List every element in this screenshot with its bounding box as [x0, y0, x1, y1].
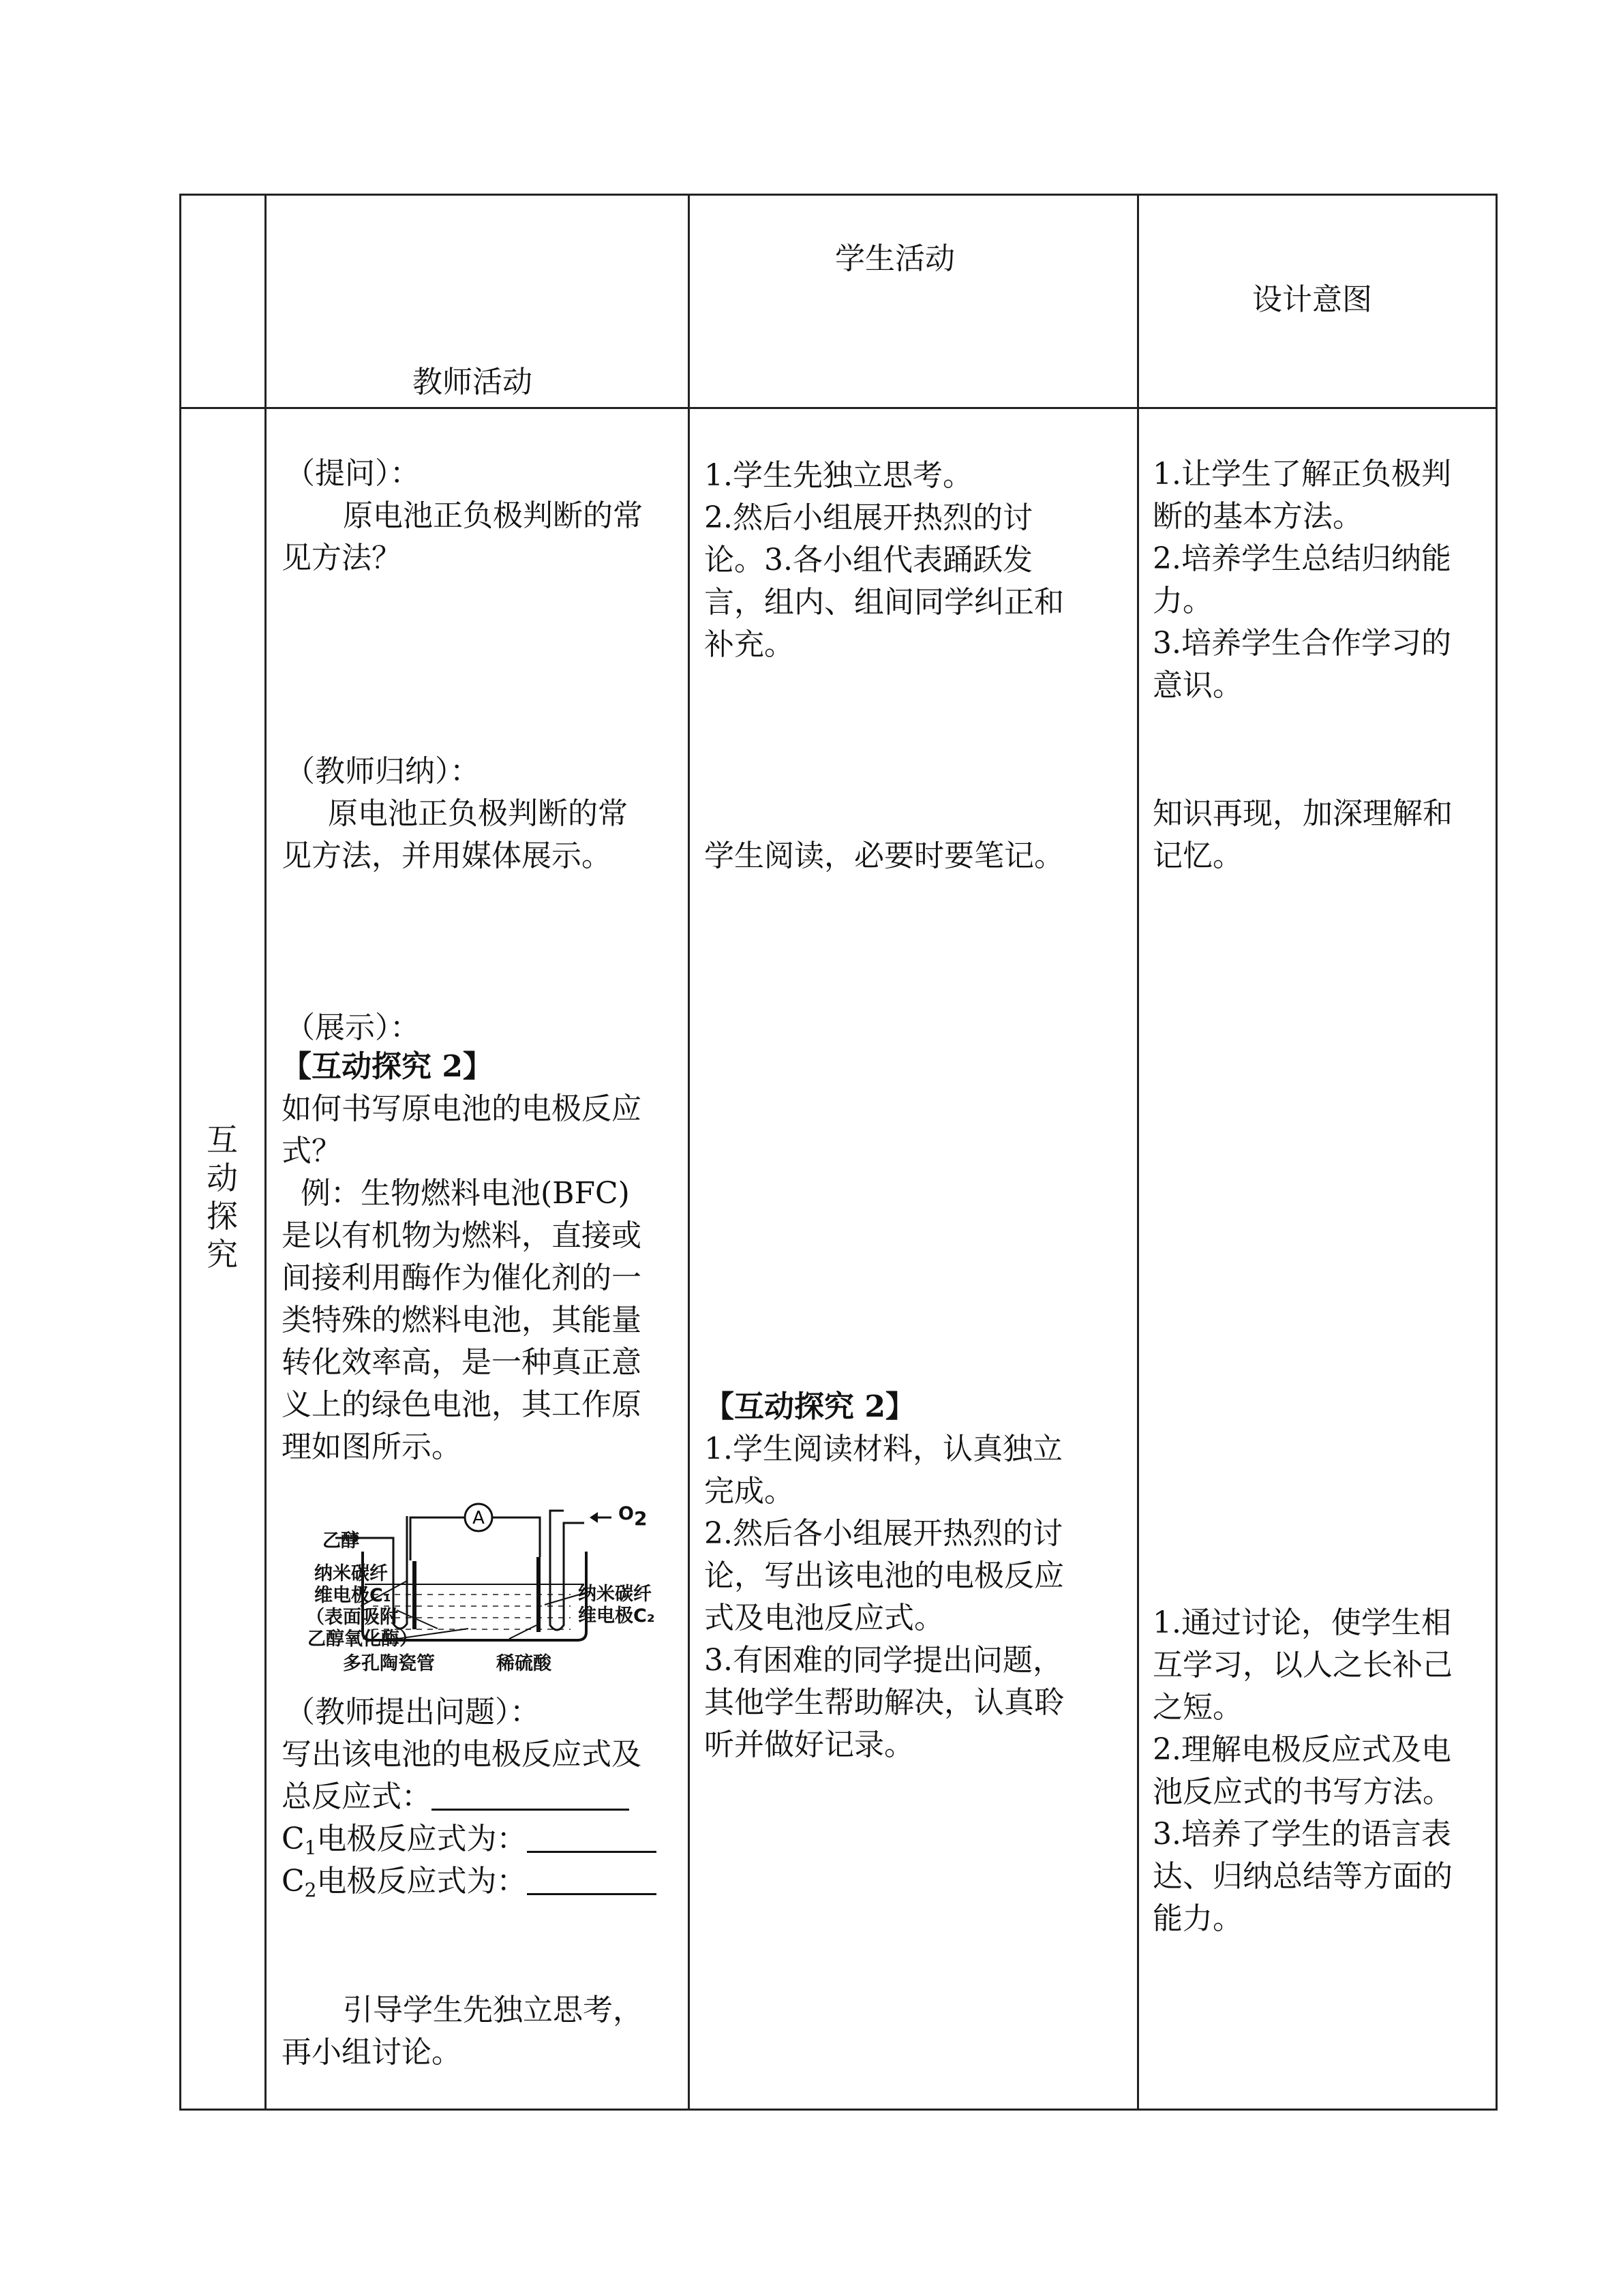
oxygen-symbol: O: [618, 1503, 634, 1524]
c1-label: 电极反应式为：: [316, 1822, 527, 1856]
porous-tube-label: 多孔陶瓷管: [343, 1653, 435, 1674]
right-electrode-label-line: 维电极C₂: [578, 1605, 655, 1627]
c1-reaction-blank: [527, 1824, 656, 1853]
paragraph-line: 如何书写原电池的电极反应: [282, 1091, 641, 1126]
show-tag: （展示）：: [285, 1010, 420, 1045]
design-text-line: 2.理解电极反应式及电: [1153, 1732, 1451, 1767]
dilute-acid-label: 稀硫酸: [496, 1653, 551, 1674]
design-text-line: 断的基本方法。: [1153, 499, 1363, 534]
left-electrode-label-line: 维电极C₁: [314, 1585, 391, 1606]
student-text-line: 2.然后小组展开热烈的讨: [704, 500, 1033, 535]
lesson-table: [179, 194, 1498, 2111]
header-student-activity: 学生活动: [835, 241, 955, 276]
left-electrode-label-line: 纳米碳纤: [314, 1563, 388, 1584]
table-border-top: [179, 194, 1498, 196]
header-row-divider: [179, 407, 1498, 409]
explore-title-teacher: 【互动探究 2】: [282, 1049, 493, 1084]
design-text-line: 3.培养学生合作学习的: [1153, 626, 1451, 661]
left-electrode-label-line: 乙醇氧化酶）: [307, 1629, 418, 1650]
student-text-line: 2.然后各小组展开热烈的讨: [704, 1516, 1063, 1551]
c2-letter: C: [282, 1864, 305, 1899]
total-reaction-label: 总反应式：: [282, 1779, 431, 1814]
paragraph-line: 类特殊的燃料电池，其能量: [282, 1303, 641, 1338]
student-text-line: 论。3.各小组代表踊跃发: [704, 543, 1033, 577]
section-label: 互动探究: [207, 1121, 238, 1273]
design-text-line: 知识再现，加深理解和: [1153, 796, 1453, 831]
oxygen-subscript: 2: [633, 1507, 648, 1530]
left-electrode-label-line: （表面吸附: [306, 1607, 398, 1628]
guide-line-2: 再小组讨论。: [282, 2035, 461, 2070]
ammeter-label: A: [472, 1508, 485, 1528]
ethanol-label: 乙醇: [322, 1530, 359, 1552]
c1-subscript: 1: [304, 1837, 317, 1859]
table-border-left: [179, 194, 181, 2111]
oxygen-label: [618, 1504, 647, 1529]
design-text-line: 能力。: [1153, 1901, 1243, 1936]
design-text-line: 池反应式的书写方法。: [1153, 1774, 1453, 1809]
design-text-line: 1.通过讨论，使学生相: [1153, 1605, 1451, 1640]
student-text-line: 其他学生帮助解决，认真聆: [704, 1685, 1064, 1720]
student-text-line: 补充。: [704, 627, 794, 662]
design-text-line: 3.培养了学生的语言表: [1153, 1817, 1451, 1852]
question-line-2: 见方法？: [282, 541, 401, 575]
header-teacher-activity: 教师活动: [412, 365, 532, 399]
summary-tag: （教师归纳）：: [285, 754, 480, 789]
student-text-line: 论，写出该电池的电极反应: [704, 1558, 1064, 1593]
student-text-line: 完成。: [704, 1474, 794, 1509]
header-design-intent: 设计意图: [1252, 282, 1372, 317]
student-reading-note: 学生阅读，必要时要笔记。: [704, 839, 1064, 873]
question-tag: （提问）：: [285, 456, 420, 491]
student-text-line: 式及电池反应式。: [704, 1601, 944, 1635]
paragraph-line: 是以有机物为燃料，直接或: [282, 1218, 641, 1253]
explore-title-student: 【互动探究 2】: [704, 1389, 915, 1424]
ask-line-1: 写出该电池的电极反应式及: [282, 1737, 641, 1772]
design-text-line: 互学习，以人之长补己: [1153, 1648, 1453, 1682]
table-border-bottom: [179, 2109, 1498, 2111]
guide-line-1: 引导学生先独立思考，: [343, 1993, 643, 2027]
c2-subscript: 2: [304, 1879, 317, 1901]
c2-reaction-blank: [527, 1866, 656, 1895]
c2-label: 电极反应式为：: [316, 1864, 527, 1899]
column-divider-1: [264, 194, 267, 2111]
paragraph-line: 转化效率高，是一种真正意: [282, 1345, 641, 1380]
paragraph-line: 例：生物燃料电池(BFC): [282, 1176, 630, 1211]
student-text-line: 3.有困难的同学提出问题，: [704, 1643, 1063, 1678]
paragraph-line: 式？: [282, 1134, 342, 1168]
student-text-line: 1.学生阅读材料，认真独立: [704, 1432, 1063, 1466]
ask-tag: （教师提出问题）：: [285, 1695, 540, 1729]
c1-letter: C: [282, 1822, 305, 1856]
right-electrode-label-line: 纳米碳纤: [578, 1584, 652, 1605]
design-text-line: 力。: [1153, 584, 1213, 618]
student-text-line: 1.学生先独立思考。: [704, 458, 973, 493]
paragraph-line: 义上的绿色电池，其工作原: [282, 1387, 641, 1422]
c2-reaction-line: [282, 1860, 656, 1912]
student-text-line: 言，组内、组间同学纠正和: [704, 585, 1064, 620]
table-border-right: [1496, 194, 1498, 2111]
column-divider-2: [688, 194, 690, 2111]
total-reaction-blank: [431, 1781, 629, 1811]
paragraph-line: 理如图所示。: [282, 1430, 461, 1464]
summary-line-2: 见方法，并用媒体展示。: [282, 839, 611, 873]
paragraph-line: 间接利用酶作为催化剂的一: [282, 1260, 641, 1295]
student-text-line: 听并做好记录。: [704, 1727, 914, 1762]
design-text-line: 达、归纳总结等方面的: [1153, 1859, 1453, 1894]
design-text-line: 1.让学生了解正负极判: [1153, 457, 1451, 492]
column-divider-3: [1137, 194, 1139, 2111]
design-text-line: 意识。: [1153, 668, 1243, 703]
design-text-line: 之短。: [1153, 1690, 1243, 1725]
summary-line-1: 原电池正负极判断的常: [328, 796, 628, 831]
question-line-1: 原电池正负极判断的常: [343, 498, 643, 533]
ask-line-2: [282, 1776, 629, 1818]
design-text-line: 记忆。: [1153, 839, 1243, 873]
design-text-line: 2.培养学生总结归纳能: [1153, 541, 1451, 576]
